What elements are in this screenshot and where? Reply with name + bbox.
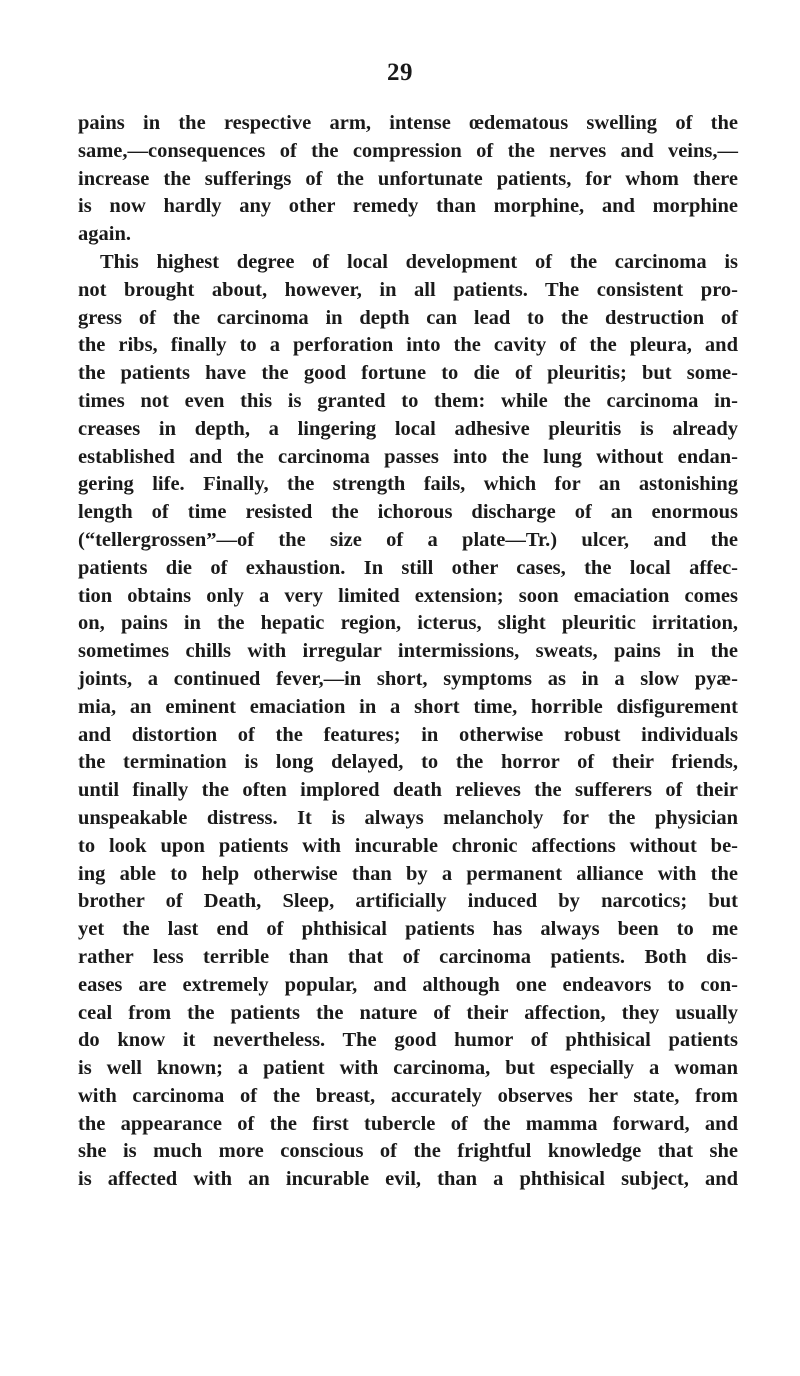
text-line: the termination is long delayed, to the horror of their friends, <box>78 751 738 774</box>
text-line: ing able to help otherwise than by a permanent alliance with the <box>78 862 738 885</box>
text-line: is affected with an incurable evil, than a phthisical subject, and <box>78 1168 738 1191</box>
text-line: brother of Death, Sleep, artificially induced by narcotics; but <box>78 890 738 913</box>
text-line: the patients have the good fortune to die of pleuritis; but some- <box>78 362 738 385</box>
text-line: same,—consequences of the compression of the nerves and veins,— <box>78 139 738 162</box>
text-line: length of time resisted the ichorous discharge of an enormous <box>78 501 738 524</box>
text-line: times not even this is granted to them: while the carcinoma in- <box>78 389 738 412</box>
text-line: unspeakable distress. It is always melancholy for the physician <box>78 806 738 829</box>
body-text <box>78 110 738 1194</box>
text-line: is now hardly any other remedy than morphine, and morphine <box>78 195 738 218</box>
text-line: not brought about, however, in all patients. The consistent pro- <box>78 278 738 301</box>
text-line: until finally the often implored death relieves the sufferers of their <box>78 779 738 802</box>
page-number: 29 <box>387 59 413 86</box>
text-line: joints, a continued fever,—in short, symptoms as in a slow pyæ- <box>78 667 738 690</box>
text-line: yet the last end of phthisical patients has always been to me <box>78 918 738 941</box>
text-line: (“tellergrossen”—of the size of a plate—Tr.) ulcer, and the <box>78 528 738 551</box>
text-line: again. <box>78 223 131 246</box>
text-line: rather less terrible than that of carcinoma patients. Both dis- <box>78 945 738 968</box>
text-line: the ribs, finally to a perforation into the cavity of the pleura, and <box>78 334 738 357</box>
text-line: patients die of exhaustion. In still other cases, the local affec- <box>78 556 738 579</box>
text-line: eases are extremely popular, and although one endeavors to con- <box>78 973 738 996</box>
text-line: established and the carcinoma passes into the lung without endan- <box>78 445 738 468</box>
text-line: with carcinoma of the breast, accurately observes her state, from <box>78 1084 738 1107</box>
text-line: sometimes chills with irregular intermissions, sweats, pains in the <box>78 640 738 663</box>
text-line: ceal from the patients the nature of their affection, they usually <box>78 1001 738 1024</box>
text-line: pains in the respective arm, intense œdematous swelling of the <box>78 112 738 134</box>
text-line: the appearance of the first tubercle of the mamma forward, and <box>78 1112 738 1135</box>
text-line: This highest degree of local development of the carcinoma is <box>100 250 738 273</box>
text-line: gress of the carcinoma in depth can lead to the destruction of <box>78 306 738 329</box>
text-line: she is much more conscious of the frightful knowledge that she <box>78 1140 738 1163</box>
text-line: tion obtains only a very limited extension; soon emaciation comes <box>78 584 738 607</box>
text-line: increase the sufferings of the unfortunate patients, for whom there <box>78 167 738 190</box>
text-line: and distortion of the features; in otherwise robust individuals <box>78 723 738 746</box>
text-line: is well known; a patient with carcinoma, but especially a woman <box>78 1057 738 1080</box>
text-line: mia, an eminent emaciation in a short time, horrible disfigurement <box>78 695 738 718</box>
text-line: do know it nevertheless. The good humor of phthisical patients <box>78 1029 738 1052</box>
text-line: creases in depth, a lingering local adhesive pleuritis is already <box>78 417 738 440</box>
text-line: on, pains in the hepatic region, icterus, slight pleuritic irritation, <box>78 612 738 635</box>
text-line: gering life. Finally, the strength fails, which for an astonishing <box>78 473 738 496</box>
text-line: to look upon patients with incurable chronic affections without be- <box>78 834 738 857</box>
